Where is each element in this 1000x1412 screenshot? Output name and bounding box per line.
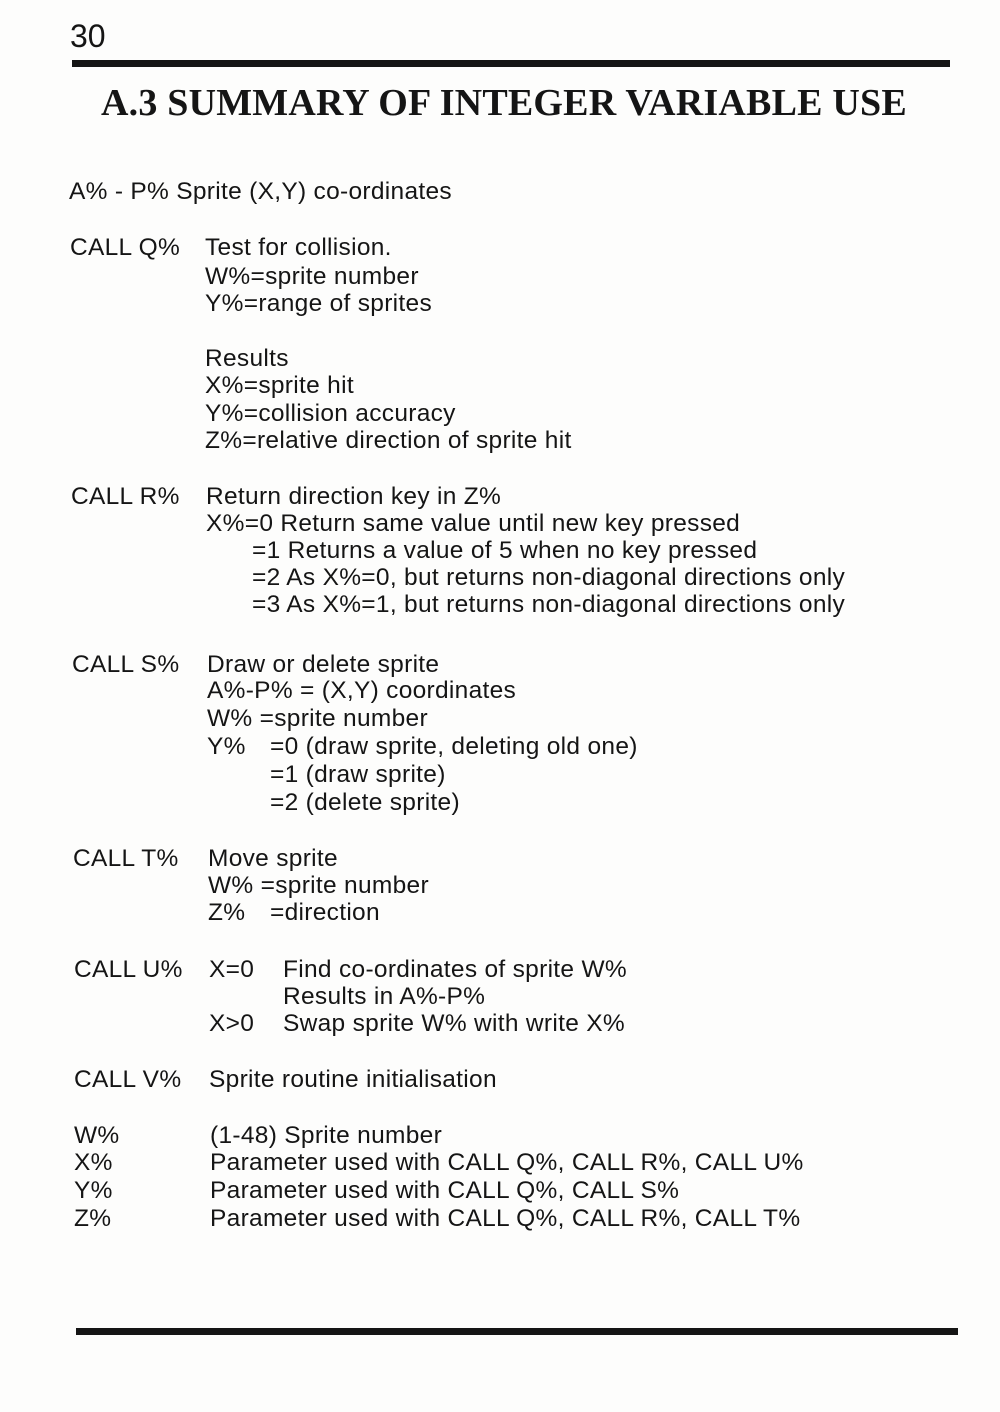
call-q-result: X%=sprite hit (205, 372, 354, 399)
call-q-result: Y%=collision accuracy (205, 400, 456, 427)
call-q-title: Test for collision. (205, 234, 392, 261)
variable-name: Y% (74, 1177, 113, 1204)
call-q-label: CALL Q% (70, 234, 181, 261)
call-s-line: =0 (draw sprite, deleting old one) (270, 733, 638, 760)
call-v-label: CALL V% (74, 1066, 182, 1093)
section-heading: A.3 SUMMARY OF INTEGER VARIABLE USE (101, 82, 907, 124)
call-q-result: Z%=relative direction of sprite hit (205, 427, 572, 454)
call-r-line: =2 As X%=0, but returns non-diagonal directions only (252, 564, 846, 591)
call-v-title: Sprite routine initialisation (209, 1066, 497, 1093)
call-s-line: W% =sprite number (207, 705, 428, 732)
call-s-line: =1 (draw sprite) (270, 761, 446, 788)
call-u-line: Results in A%-P% (283, 983, 486, 1010)
call-t-line: =direction (270, 899, 380, 926)
call-u-line: Swap sprite W% with write X% (283, 1010, 625, 1037)
call-u-condition: X=0 (209, 956, 255, 983)
call-s-line: =2 (delete sprite) (270, 789, 460, 816)
call-t-title: Move sprite (208, 845, 338, 872)
call-s-title: Draw or delete sprite (207, 651, 440, 678)
variable-name: W% (74, 1122, 120, 1149)
call-s-param-name: Y% (207, 733, 246, 760)
call-u-line: Find co-ordinates of sprite W% (283, 956, 627, 983)
variable-desc: Parameter used with CALL Q%, CALL R%, CALL U% (210, 1149, 804, 1176)
call-s-line: A%-P% = (X,Y) coordinates (207, 677, 517, 704)
variable-name: X% (74, 1149, 113, 1176)
call-t-label: CALL T% (73, 845, 179, 872)
variable-desc: (1-48) Sprite number (210, 1122, 443, 1149)
intro-line: A% - P% Sprite (X,Y) co-ordinates (69, 178, 452, 205)
call-r-line: =1 Returns a value of 5 when no key pressed (252, 537, 758, 564)
variable-name: Z% (74, 1205, 112, 1232)
call-r-line: X%=0 Return same value until new key pressed (206, 510, 741, 537)
call-q-param: Y%=range of sprites (205, 290, 433, 317)
bottom-rule (76, 1328, 958, 1335)
page-number: 30 (70, 18, 106, 54)
call-u-condition: X>0 (209, 1010, 255, 1037)
variable-desc: Parameter used with CALL Q%, CALL S% (210, 1177, 680, 1204)
call-t-param-name: Z% (208, 899, 246, 926)
call-t-line: W% =sprite number (208, 872, 429, 899)
call-r-line: =3 As X%=1, but returns non-diagonal directions only (252, 591, 846, 618)
variable-desc: Parameter used with CALL Q%, CALL R%, CALL T% (210, 1205, 801, 1232)
call-r-title: Return direction key in Z% (206, 483, 502, 510)
call-u-label: CALL U% (74, 956, 183, 983)
top-rule (72, 60, 950, 67)
call-q-param: W%=sprite number (205, 263, 419, 290)
call-s-label: CALL S% (72, 651, 180, 678)
call-r-label: CALL R% (71, 483, 180, 510)
call-q-results-title: Results (205, 345, 289, 372)
